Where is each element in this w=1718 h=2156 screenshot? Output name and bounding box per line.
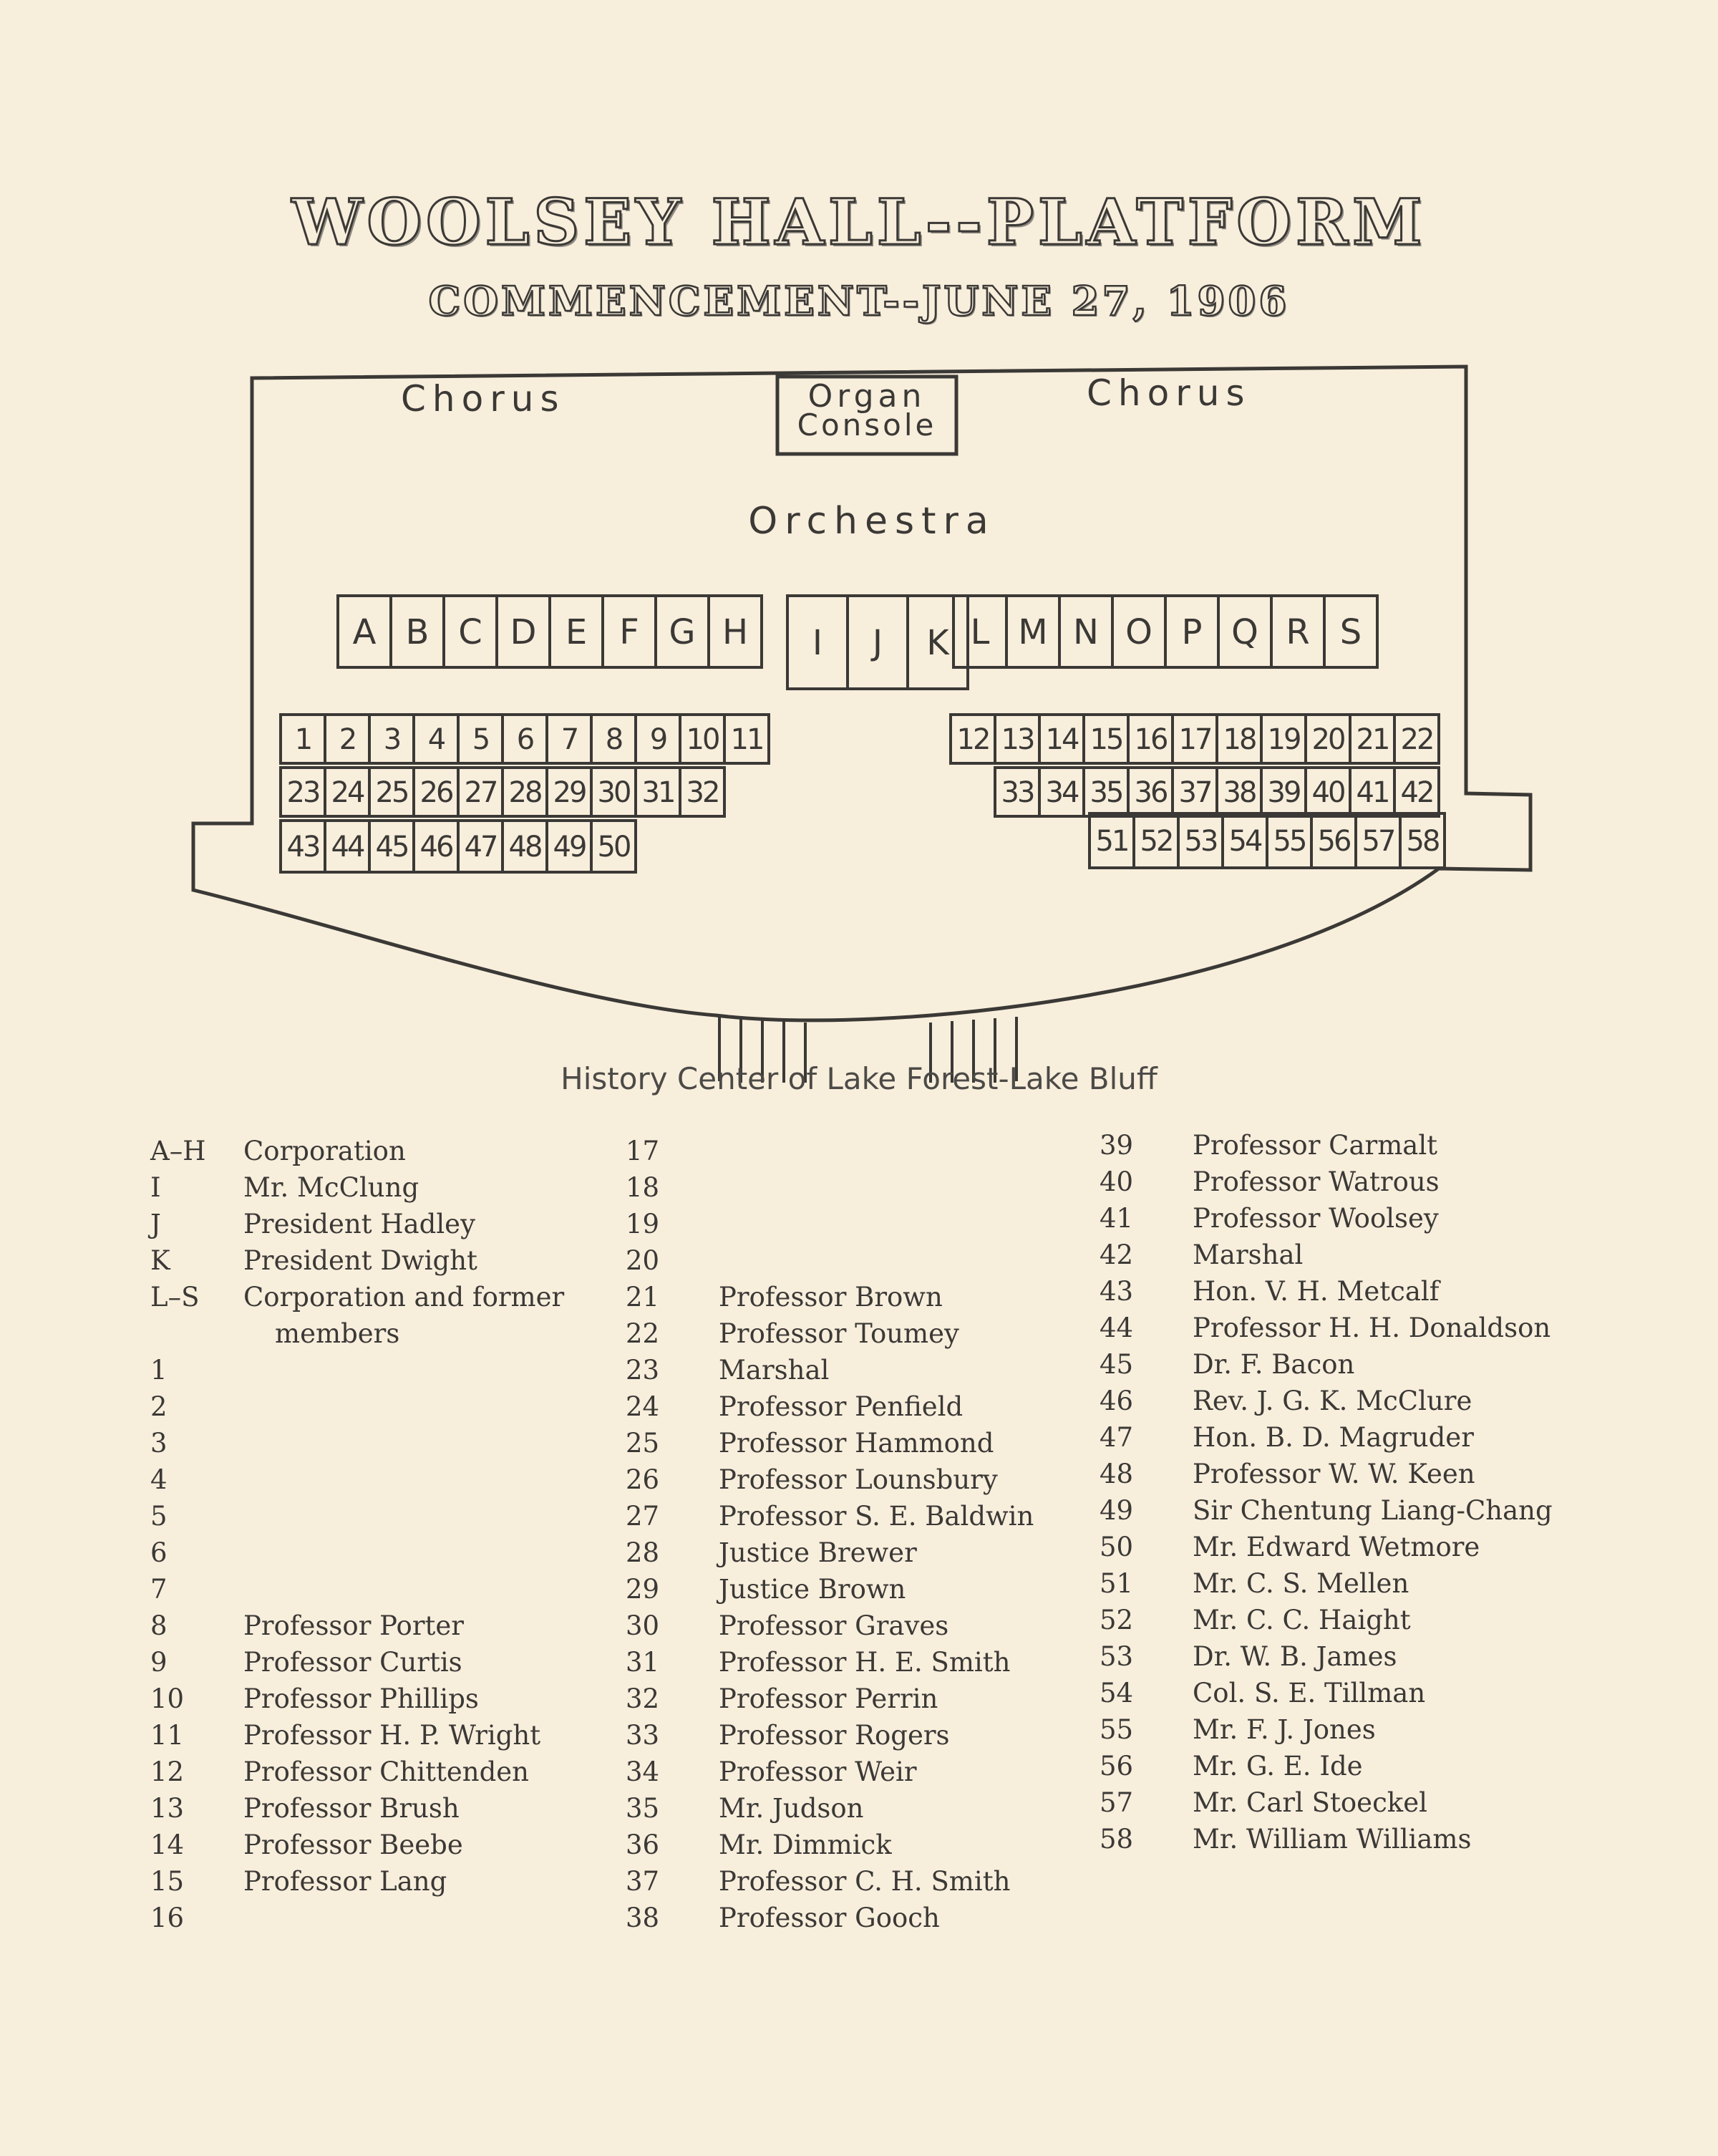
legend-value: Professor W. W. Keen [1193, 1459, 1475, 1489]
legend-value: President Dwight [243, 1245, 477, 1276]
legend-key: 26 [626, 1464, 660, 1495]
legend-key: 44 [1100, 1313, 1134, 1343]
seat-label-J: J [872, 623, 883, 663]
seat-label-33: 33 [1001, 776, 1034, 809]
seat-label-S: S [1339, 612, 1362, 652]
seat-label-49: 49 [553, 831, 586, 864]
legend-value: Professor H. P. Wright [243, 1720, 541, 1751]
legend-value: Professor Graves [719, 1610, 949, 1641]
seat-label-36: 36 [1134, 776, 1167, 809]
legend-key: 17 [626, 1136, 660, 1166]
seat-label-17: 17 [1178, 723, 1211, 756]
seat-label-L: L [970, 612, 990, 652]
legend-key: 49 [1100, 1495, 1134, 1526]
legend-key: 38 [626, 1903, 660, 1933]
seat-label-I: I [812, 623, 823, 663]
seat-label-41: 41 [1356, 776, 1389, 809]
seat-label-18: 18 [1223, 723, 1256, 756]
seat-label-31: 31 [641, 776, 674, 809]
legend-value: Mr. William Williams [1193, 1824, 1472, 1855]
legend-key: 10 [150, 1683, 185, 1714]
legend-value: Professor Perrin [719, 1683, 938, 1714]
legend-key: 13 [150, 1793, 185, 1824]
seat-label-58: 58 [1406, 825, 1439, 858]
legend-key: K [150, 1245, 170, 1276]
seat-label-F: F [619, 612, 639, 652]
seat-label-11: 11 [730, 723, 763, 756]
legend-key: 53 [1100, 1641, 1134, 1672]
seat-label-52: 52 [1140, 825, 1173, 858]
legend-key: 1 [150, 1355, 168, 1386]
seat-label-D: D [510, 612, 537, 652]
legend-key: 35 [626, 1793, 660, 1824]
legend-key: 27 [626, 1501, 660, 1532]
legend-key: 5 [150, 1501, 168, 1532]
console-label: Console [797, 407, 937, 443]
legend-key: 3 [150, 1428, 168, 1459]
legend-key: 7 [150, 1574, 168, 1605]
seat-label-12: 12 [956, 723, 989, 756]
legend-value: Professor Brown [719, 1282, 943, 1313]
legend-key: 6 [150, 1537, 168, 1568]
legend-key: 33 [626, 1720, 660, 1751]
organ-label: Organ [807, 378, 926, 415]
legend-value: Mr. F. J. Jones [1193, 1714, 1376, 1745]
legend-key: L–S [150, 1282, 200, 1313]
legend-key: 46 [1100, 1386, 1134, 1416]
chorus-right-label: Chorus [1087, 372, 1251, 414]
legend-value: Professor H. E. Smith [719, 1647, 1011, 1678]
seat-label-5: 5 [472, 723, 489, 756]
seat-label-21: 21 [1356, 723, 1389, 756]
legend-key: 54 [1100, 1678, 1134, 1708]
legend-value: Professor Toumey [719, 1318, 959, 1349]
legend-value: Corporation [243, 1136, 406, 1166]
legend-key: 47 [1100, 1422, 1134, 1453]
legend-value: Professor Curtis [243, 1647, 462, 1678]
legend-key: 45 [1100, 1349, 1134, 1380]
seat-label-47: 47 [464, 831, 497, 864]
seat-label-57: 57 [1362, 825, 1394, 858]
legend-key: 11 [150, 1720, 185, 1751]
legend-value: Professor Rogers [719, 1720, 950, 1751]
seat-label-44: 44 [331, 831, 364, 864]
seat-label-25: 25 [375, 776, 408, 809]
seat-label-48: 48 [508, 831, 541, 864]
legend-key: A–H [150, 1136, 206, 1166]
seat-label-28: 28 [508, 776, 541, 809]
legend-value: Professor Phillips [243, 1683, 479, 1714]
legend-key: 34 [626, 1756, 660, 1787]
seat-label-15: 15 [1089, 723, 1122, 756]
legend-value: Professor Woolsey [1193, 1203, 1439, 1234]
legend-value: Mr. C. C. Haight [1193, 1605, 1411, 1635]
legend-key: 42 [1100, 1239, 1134, 1270]
legend-key: 20 [626, 1245, 660, 1276]
seat-label-B: B [405, 612, 430, 652]
legend-key: 56 [1100, 1751, 1134, 1782]
legend-value: Mr. Dimmick [719, 1829, 892, 1860]
legend-key: 51 [1100, 1568, 1134, 1599]
seat-label-M: M [1018, 612, 1048, 652]
legend-value: Professor C. H. Smith [719, 1866, 1011, 1897]
legend-key: 50 [1100, 1532, 1134, 1562]
legend-key: 28 [626, 1537, 660, 1568]
legend-key: 4 [150, 1464, 168, 1495]
legend-value: Professor Hammond [719, 1428, 994, 1459]
seat-label-14: 14 [1045, 723, 1078, 756]
seat-label-16: 16 [1134, 723, 1167, 756]
legend-key: 9 [150, 1647, 168, 1678]
seat-label-42: 42 [1400, 776, 1433, 809]
seat-label-9: 9 [649, 723, 666, 756]
legend-value: Professor Penfield [719, 1391, 964, 1422]
legend-value: Sir Chentung Liang-Chang [1193, 1495, 1553, 1526]
seat-label-1: 1 [294, 723, 311, 756]
legend-value: Professor S. E. Baldwin [719, 1501, 1034, 1532]
legend-key: 37 [626, 1866, 660, 1897]
legend-value: Professor Lounsbury [719, 1464, 998, 1495]
legend-value: Mr. Edward Wetmore [1193, 1532, 1480, 1562]
seat-label-30: 30 [597, 776, 630, 809]
seat-label-56: 56 [1317, 825, 1350, 858]
legend-key: 52 [1100, 1605, 1134, 1635]
legend-key: 29 [626, 1574, 660, 1605]
seat-label-26: 26 [419, 776, 452, 809]
seat-label-N: N [1073, 612, 1099, 652]
seat-label-13: 13 [1001, 723, 1034, 756]
page-title: WOOLSEY HALL--PLATFORM [291, 185, 1427, 259]
legend-value: Professor Chittenden [243, 1756, 529, 1787]
legend-key: 48 [1100, 1459, 1134, 1489]
legend-value: Rev. J. G. K. McClure [1193, 1386, 1472, 1416]
legend-key: 39 [1100, 1130, 1134, 1161]
seat-label-H: H [722, 612, 749, 652]
seat-label-54: 54 [1228, 825, 1261, 858]
seat-label-27: 27 [464, 776, 497, 809]
legend-key: 2 [150, 1391, 168, 1422]
legend-value: Professor H. H. Donaldson [1193, 1313, 1551, 1343]
page-subtitle: COMMENCEMENT--JUNE 27, 1906 [428, 278, 1290, 325]
seat-label-G: G [669, 612, 696, 652]
seat-label-Q: Q [1231, 612, 1258, 652]
legend-key: 32 [626, 1683, 660, 1714]
seat-label-10: 10 [686, 723, 719, 756]
legend-value: President Hadley [243, 1209, 475, 1239]
orchestra-label: Orchestra [748, 500, 996, 543]
legend-key: J [150, 1209, 161, 1239]
legend-key: 8 [150, 1610, 168, 1641]
seat-label-A: A [352, 612, 377, 652]
legend-value: Professor Brush [243, 1793, 460, 1824]
legend-key: 41 [1100, 1203, 1134, 1234]
seat-label-O: O [1125, 612, 1152, 652]
seat-label-C: C [458, 612, 482, 652]
legend-value: Dr. F. Bacon [1193, 1349, 1355, 1380]
legend-key: 25 [626, 1428, 660, 1459]
seat-label-24: 24 [331, 776, 364, 809]
legend-key: 23 [626, 1355, 660, 1386]
legend-key: I [150, 1172, 161, 1203]
legend-key: 14 [150, 1829, 185, 1860]
seat-label-19: 19 [1267, 723, 1300, 756]
legend-value: Mr. Carl Stoeckel [1193, 1787, 1427, 1818]
legend-value: Mr. C. S. Mellen [1193, 1568, 1409, 1599]
legend-key: 30 [626, 1610, 660, 1641]
seat-label-37: 37 [1178, 776, 1211, 809]
seat-label-3: 3 [383, 723, 400, 756]
legend-value: Professor Carmalt [1193, 1130, 1438, 1161]
legend-key: 15 [150, 1866, 185, 1897]
legend-value: Professor Watrous [1193, 1166, 1440, 1197]
legend-key: 31 [626, 1647, 660, 1678]
stage-outline [193, 367, 1530, 1020]
legend-value: Professor Weir [719, 1756, 917, 1787]
chorus-left-label: Chorus [401, 378, 566, 420]
seat-label-7: 7 [560, 723, 578, 756]
legend-value: Professor Gooch [719, 1903, 940, 1933]
legend-value: Col. S. E. Tillman [1193, 1678, 1426, 1708]
watermark-text: History Center of Lake Forest-Lake Bluff [560, 1061, 1158, 1096]
seat-label-34: 34 [1045, 776, 1078, 809]
seat-label-45: 45 [375, 831, 408, 864]
legend-value: Professor Porter [243, 1610, 464, 1641]
legend-key: 55 [1100, 1714, 1134, 1745]
legend-value: Justice Brewer [719, 1537, 917, 1568]
seat-label-2: 2 [339, 723, 356, 756]
seat-label-8: 8 [605, 723, 622, 756]
legend-value: Corporation and former [243, 1282, 565, 1313]
legend-value: Dr. W. B. James [1193, 1641, 1397, 1672]
seat-label-46: 46 [419, 831, 452, 864]
seat-label-E: E [565, 612, 588, 652]
legend-value: Mr. G. E. Ide [1193, 1751, 1363, 1782]
legend-key: 16 [150, 1903, 185, 1933]
seat-label-35: 35 [1089, 776, 1122, 809]
legend-value: members [275, 1318, 400, 1349]
legend-key: 57 [1100, 1787, 1134, 1818]
seat-label-55: 55 [1273, 825, 1306, 858]
seat-label-22: 22 [1400, 723, 1433, 756]
seat-label-P: P [1181, 612, 1203, 652]
legend-value: Justice Brown [719, 1574, 906, 1605]
seat-label-4: 4 [427, 723, 445, 756]
legend-key: 19 [626, 1209, 660, 1239]
legend-value: Marshal [719, 1355, 830, 1386]
seat-label-50: 50 [597, 831, 630, 864]
legend-key: 58 [1100, 1824, 1134, 1855]
seat-label-6: 6 [516, 723, 533, 756]
seat-label-23: 23 [286, 776, 319, 809]
legend-value: Mr. McClung [243, 1172, 419, 1203]
legend-key: 36 [626, 1829, 660, 1860]
legend-key: 40 [1100, 1166, 1134, 1197]
legend-value: Professor Lang [243, 1866, 447, 1897]
seat-label-K: K [926, 623, 949, 663]
seat-label-43: 43 [286, 831, 319, 864]
seat-label-29: 29 [553, 776, 586, 809]
seat-label-39: 39 [1267, 776, 1300, 809]
legend-value: Hon. B. D. Magruder [1193, 1422, 1474, 1453]
legend-key: 22 [626, 1318, 660, 1349]
seat-label-20: 20 [1311, 723, 1344, 756]
seat-label-51: 51 [1095, 825, 1128, 858]
legend-value: Marshal [1193, 1239, 1304, 1270]
seat-label-38: 38 [1223, 776, 1256, 809]
legend-value: Professor Beebe [243, 1829, 463, 1860]
legend-key: 43 [1100, 1276, 1134, 1307]
seat-label-53: 53 [1184, 825, 1217, 858]
legend-key: 12 [150, 1756, 185, 1787]
legend-key: 24 [626, 1391, 660, 1422]
seat-label-R: R [1286, 612, 1310, 652]
legend-value: Hon. V. H. Metcalf [1193, 1276, 1440, 1307]
seat-label-40: 40 [1311, 776, 1344, 809]
legend-value: Mr. Judson [719, 1793, 864, 1824]
legend-key: 18 [626, 1172, 660, 1203]
seat-label-32: 32 [686, 776, 719, 809]
legend-key: 21 [626, 1282, 660, 1313]
